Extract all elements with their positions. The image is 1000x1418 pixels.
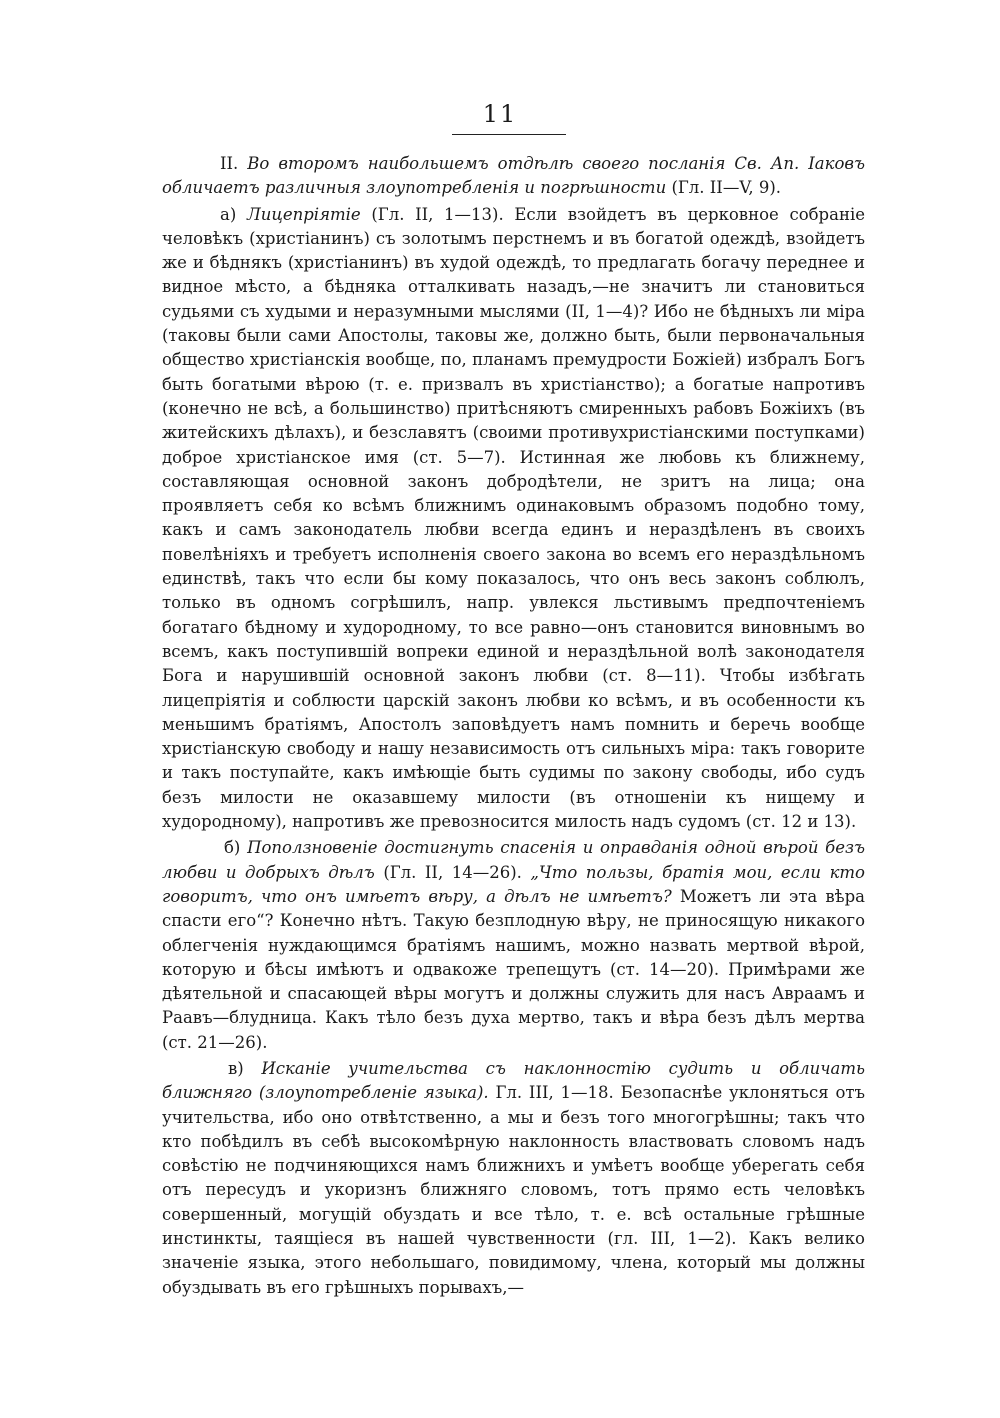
- section-ii-heading: Во второмъ наибольшемъ отдѣлѣ своего посланія Св. Ап. Іаковъ обличаетъ различныя злоупотребленія и погрѣшности: [162, 154, 865, 198]
- section-v-heading: Исканіе учительства съ наклонностію судить и обличать ближняго (злоупотребленіе языка).: [162, 1058, 865, 1103]
- section-b-quote: „Что пользы, братія мои, если кто говоритъ, что онъ имѣетъ вѣру, а дѣлъ не имѣетъ?: [162, 862, 865, 906]
- section-b-text: Можетъ ли эта вѣра спасти его“? Конечно нѣтъ. Такую безплодную вѣру, не приносящую никакого облегченія нуждающимся братіямъ нашимъ, можно назвать мертвой вѣрой, которую и бѣсы имѣютъ и одвакоже трепещутъ (ст. 14—20). Примѣрами же дѣятельной и спасающей вѣры могутъ и должны служить для насъ Авраамъ и Раавъ—блудница. Какъ тѣло безъ духа мертво, такъ и вѣра безъ дѣлъ мертва (ст. 21—26).: [162, 886, 865, 1052]
- section-v-text: Гл. III, 1—18. Безопаснѣе уклоняться отъ учительства, ибо оно отвѣтственно, а мы и безъ того многогрѣшны; такъ что кто побѣдилъ въ себѣ высокомѣрную наклонность властвовать словомъ надъ совѣстію не подчиняющихся намъ ближнихъ и умѣетъ вообще уберегать себя отъ пересудъ и укоризнъ ближняго словомъ, тотъ прямо есть человѣкъ совершенный, могущій обуздать и все тѣло, т. е. всѣ остальные грѣшные инстинкты, таящіеся въ нашей чувственности (гл. III, 1—2). Какъ велико значеніе языка, этого небольшаго, повидимому, члена, который мы должны обуздывать въ его грѣшныхъ порывахъ,—: [162, 1083, 866, 1297]
- section-ii-reference: (Гл. II—V, 9).: [666, 178, 782, 198]
- section-a-paragraph: [162, 203, 865, 835]
- page-number: 11: [482, 100, 518, 128]
- section-b-letter: б): [224, 838, 248, 858]
- section-b-paragraph: [162, 836, 865, 1055]
- page-number-rule: [452, 134, 566, 135]
- section-ii-number: II.: [220, 154, 239, 173]
- section-b-heading: Поползновеніе достигнуть спасенія и оправданія одной вѣрой безъ любви и добрыхъ дѣлъ: [162, 838, 865, 882]
- section-a-letter: а): [220, 204, 247, 224]
- section-v-paragraph: [162, 1057, 865, 1300]
- section-v-letter: в): [228, 1058, 262, 1078]
- page-body: [162, 152, 865, 1302]
- section-ii-paragraph: [162, 152, 865, 201]
- section-b-reference: (Гл. II, 14—26).: [374, 862, 531, 882]
- section-a-text: (Гл. II, 1—13). Если взойдетъ въ церковное собраніе человѣкъ (христіанинъ) съ золотымъ перстнемъ и въ богатой одеждѣ, взойдетъ же и бѣднякъ (христіанинъ) въ худой одеждѣ, то предлагать богачу переднее и видное мѣсто, а бѣдняка отталкивать назадъ,—не значитъ ли становиться судьями съ худыми и неразумными мыслями (II, 1—4)? Ибо не бѣдныхъ ли міра (таковы были сами Апостолы, таковы же, должно быть, были первоначальныя общество христіанскія вообще, по, планамъ премудрости Божіей) избралъ Богъ быть богатыми вѣрою (т. е. призвалъ въ христіанство); а богатые напротивъ (конечно не всѣ, а большинство) притѣсняютъ смиренныхъ рабовъ Божіихъ (въ житейскихъ дѣлахъ), и безславятъ (своими противухристіанскими поступками) доброе христіанское имя (ст. 5—7). Истинная же любовь къ ближнему, составляющая основной законъ добродѣтели, не зритъ на лица; она проявляетъ себя ко всѣмъ ближнимъ одинаковымъ образомъ подобно тому, какъ и самъ законодатель любви всегда единъ и нераздѣленъ въ своихъ повелѣніяхъ и требуетъ исполненія своего закона во всемъ его нераздѣльномъ единствѣ, такъ что если бы кому показалось, что онъ весь законъ соблюлъ, только въ одномъ согрѣшилъ, напр. увлекся льстивымъ предпочтеніемъ богатаго бѣдному и худородному, то все равно—онъ становится виновнымъ во всемъ, какъ поступившій вопреки единой и нераздѣльной волѣ законодателя Бога и нарушившій основной законъ любви (ст. 8—11). Чтобы избѣгать лицепріятія и соблюсти царскій законъ любви ко всѣмъ, и въ особенности къ меньшимъ братіямъ, Апостолъ заповѣдуетъ намъ помнить и беречь вообще христіанскую свободу и нашу независимость отъ сильныхъ міра: такъ говорите и такъ поступайте, какъ имѣющіе быть судимы по закону свободы, ибо судъ безъ милости не оказавшему милости (въ отношеніи къ нищему и худородному), напротивъ же превозносится милость надъ судомъ (ст. 12 и 13).: [162, 204, 865, 832]
- section-a-heading: Лицепріятіе: [246, 204, 361, 224]
